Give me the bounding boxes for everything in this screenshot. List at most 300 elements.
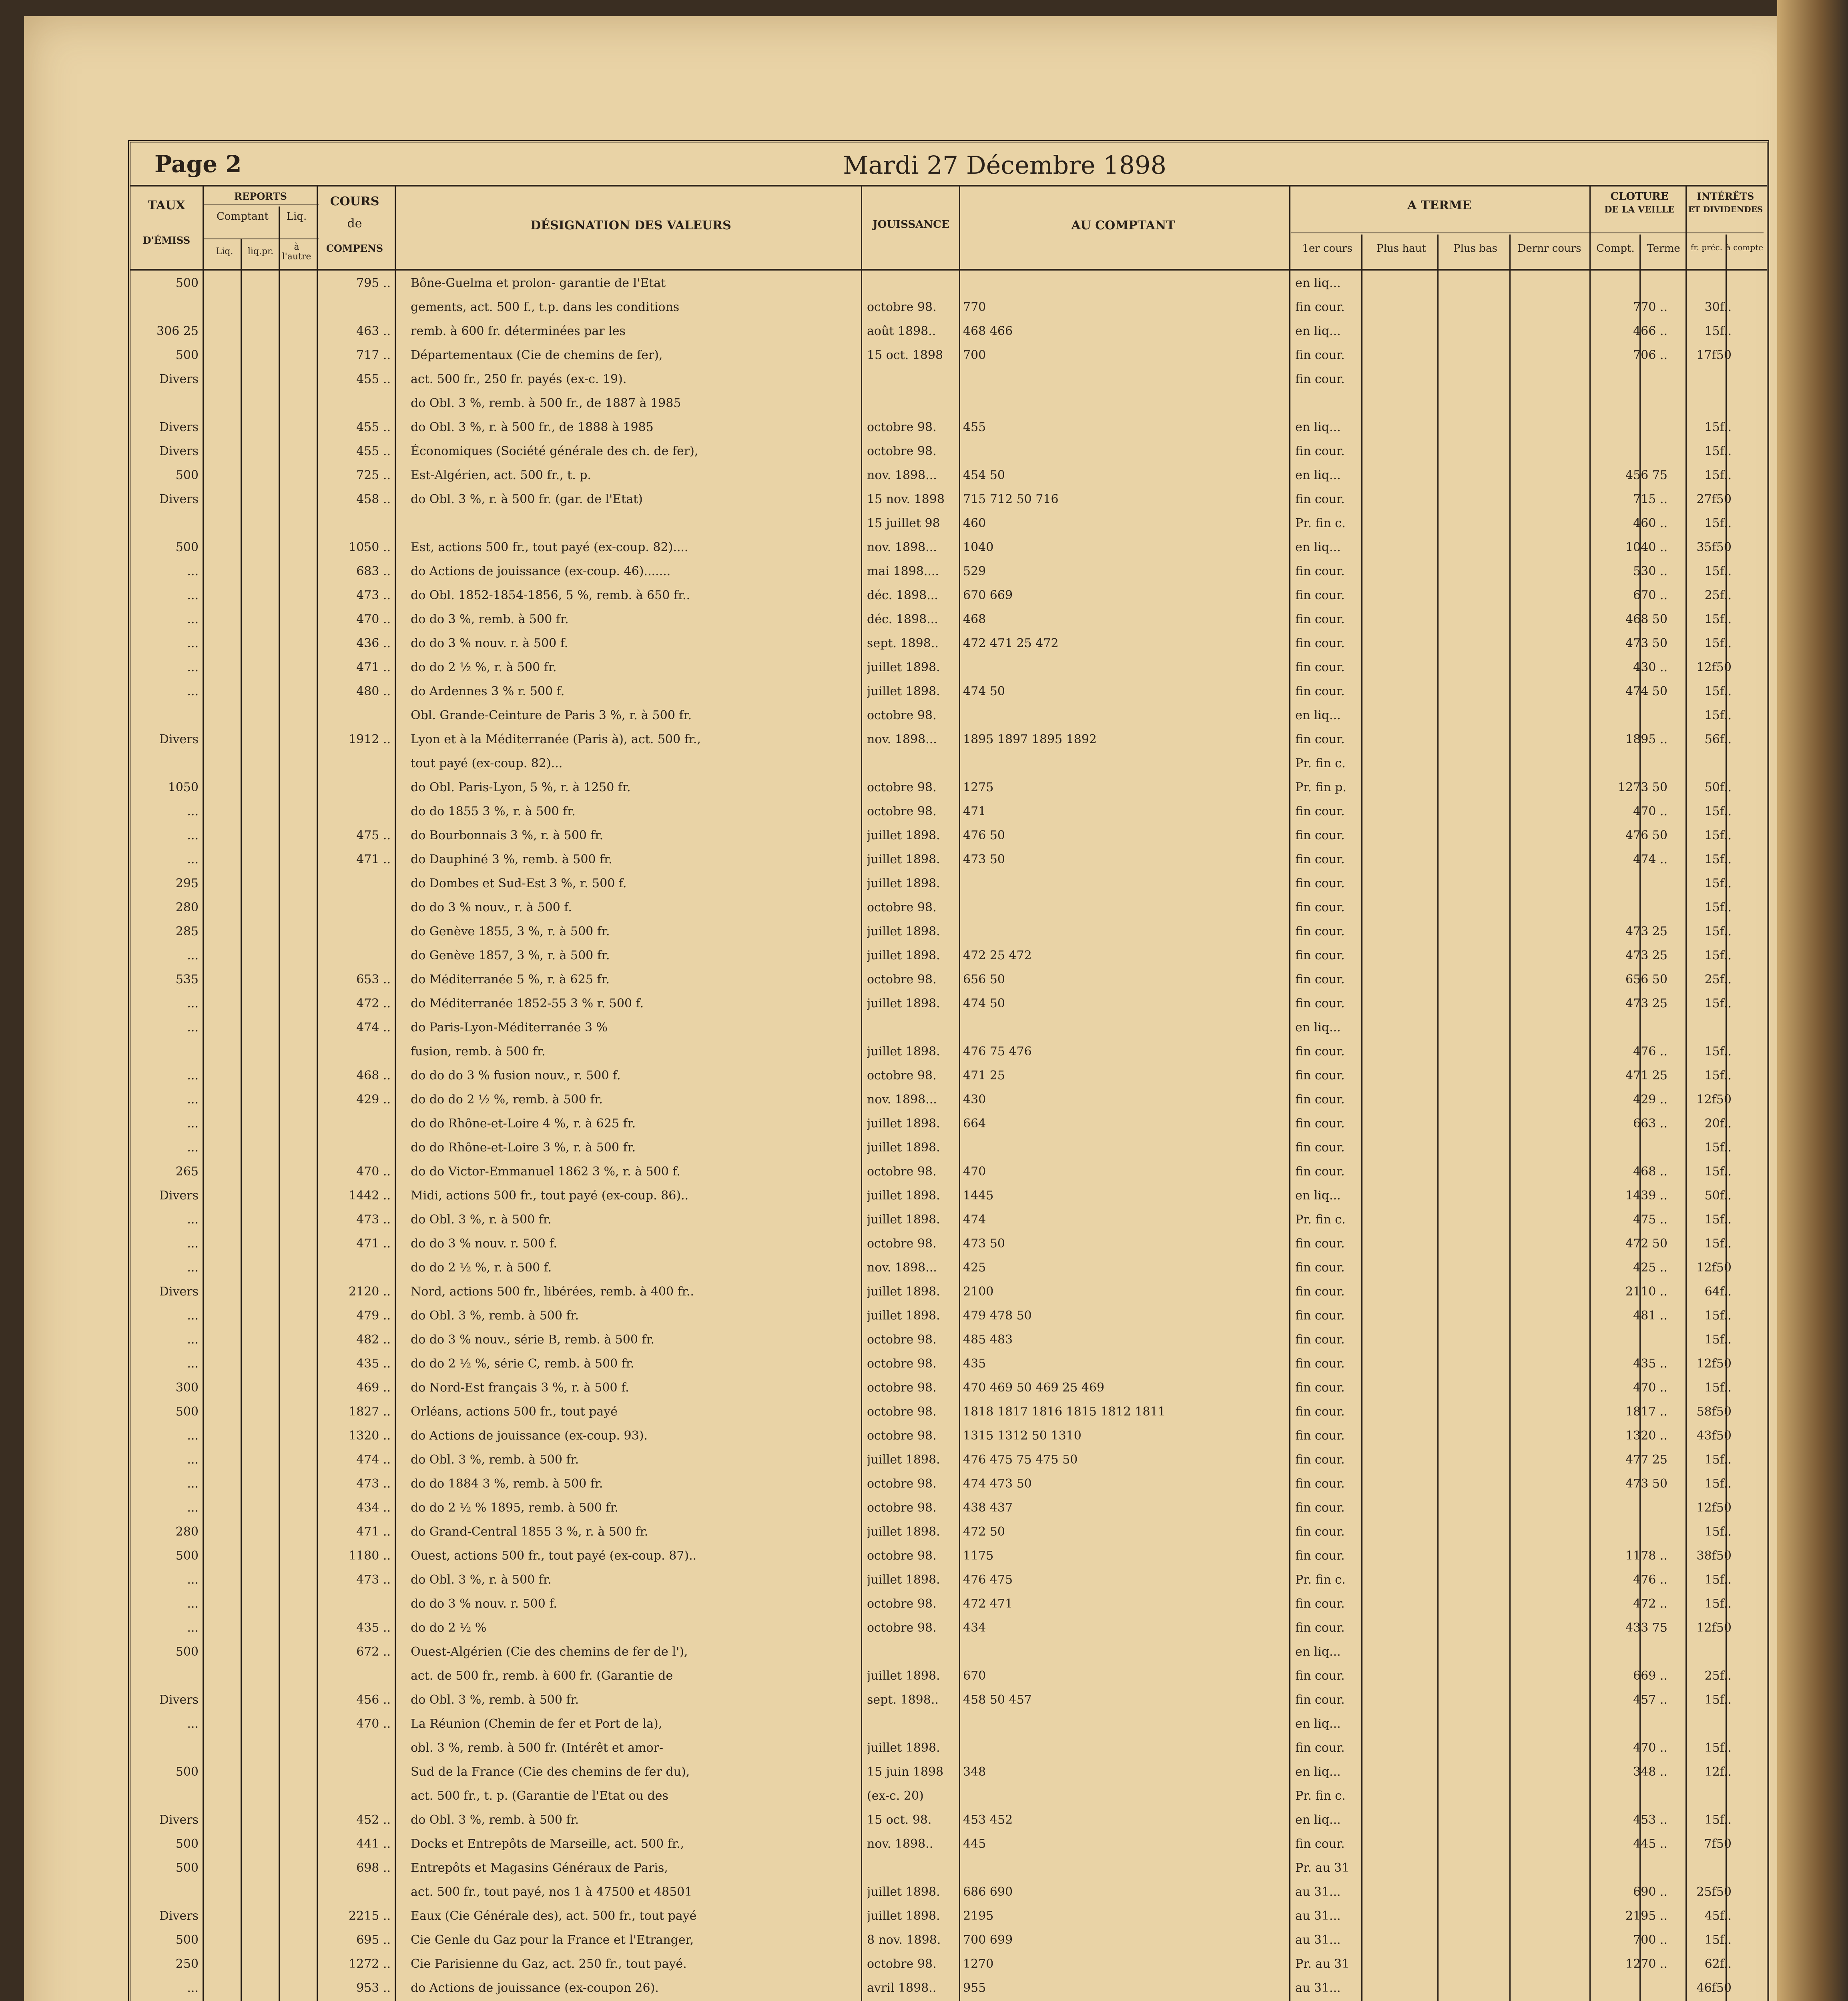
cell-int: 25f.. xyxy=(1704,1669,1732,1683)
cell-int: 15f.. xyxy=(1704,900,1732,914)
cell-int: 15f.. xyxy=(1704,420,1732,434)
cell-clot: 470 .. xyxy=(1633,1741,1667,1755)
cell-taux: Divers xyxy=(159,732,199,746)
cell-term: fin cour. xyxy=(1295,564,1345,578)
cell-clot: 2195 .. xyxy=(1625,1909,1667,1923)
table-row xyxy=(130,659,1767,676)
cell-taux: ... xyxy=(187,1069,199,1083)
cell-taux: 280 xyxy=(175,1525,199,1539)
cell-jouis: juillet 1898. xyxy=(867,1453,940,1467)
cell-clot: 476 .. xyxy=(1633,1573,1667,1587)
cell-comp: 1180 .. xyxy=(349,1549,391,1563)
table-row xyxy=(130,467,1767,484)
cell-clot: 1439 .. xyxy=(1625,1189,1667,1203)
cell-jouis: juillet 1898. xyxy=(867,948,940,962)
cell-jouis: octobre 98. xyxy=(867,1549,937,1563)
cell-jouis: juillet 1898. xyxy=(867,1045,940,1059)
cell-au: 434 xyxy=(963,1621,986,1635)
header-liq-pr: liq.pr. xyxy=(247,247,274,257)
cell-jouis: octobre 98. xyxy=(867,804,937,818)
cell-clot: 470 .. xyxy=(1633,804,1667,818)
cell-jouis: nov. 1898... xyxy=(867,732,937,746)
cell-jouis: octobre 98. xyxy=(867,1357,937,1371)
cell-clot: 456 75 xyxy=(1625,468,1667,482)
cell-taux: 265 xyxy=(175,1165,199,1179)
cell-taux: ... xyxy=(187,1333,199,1347)
cell-taux: Divers xyxy=(159,444,199,458)
cell-des: Ouest-Algérien (Cie des chemins de fer de l'), xyxy=(411,1645,688,1659)
cell-term: fin cour. xyxy=(1295,900,1345,914)
table-row xyxy=(130,731,1767,748)
table-row xyxy=(130,947,1767,964)
cell-jouis: octobre 98. xyxy=(867,1597,937,1611)
cell-taux: 300 xyxy=(175,1381,199,1395)
cell-au: 425 xyxy=(963,1261,986,1275)
cell-jouis: juillet 1898. xyxy=(867,996,940,1011)
cell-term: Pr. fin c. xyxy=(1295,756,1346,770)
table-row xyxy=(130,1427,1767,1445)
cell-taux: 500 xyxy=(175,1645,199,1659)
cell-des: do Grand-Central 1855 3 %, r. à 500 fr. xyxy=(411,1525,648,1539)
cell-comp: 725 .. xyxy=(356,468,391,482)
cell-au: 468 xyxy=(963,612,986,626)
header-au-comptant: AU COMPTANT xyxy=(1071,219,1175,233)
table-row xyxy=(130,419,1767,436)
cell-int: 15f.. xyxy=(1704,708,1732,722)
cell-au: 1445 xyxy=(963,1189,994,1203)
cell-term: Pr. fin c. xyxy=(1295,1573,1346,1587)
cell-comp: 475 .. xyxy=(356,828,391,842)
cell-comp: 434 .. xyxy=(356,1501,391,1515)
cell-comp: 653 .. xyxy=(356,972,391,986)
cell-taux: 285 xyxy=(175,924,199,938)
table-row xyxy=(130,875,1767,892)
cell-des: Sud de la France (Cie des chemins de fer du), xyxy=(411,1765,690,1779)
cell-des: do Obl. 3 %, remb. à 500 fr. xyxy=(411,1813,579,1827)
cell-au: 1040 xyxy=(963,540,994,554)
cell-int: 15f.. xyxy=(1704,684,1732,698)
cell-des: do Obl. 1852-1854-1856, 5 %, remb. à 650 fr.. xyxy=(411,588,690,602)
table-row xyxy=(130,299,1767,316)
cell-au: 664 xyxy=(963,1117,986,1131)
cell-au: 470 469 50 469 25 469 xyxy=(963,1381,1105,1395)
cell-int: 15f.. xyxy=(1704,1165,1732,1179)
cell-taux: 500 xyxy=(175,1765,199,1779)
cell-clot: 663 .. xyxy=(1633,1117,1667,1131)
cell-des: do Méditerranée 1852-55 3 % r. 500 f. xyxy=(411,996,644,1011)
cell-term: en liq... xyxy=(1295,468,1341,482)
cell-jouis: octobre 98. xyxy=(867,1405,937,1419)
cell-term: Pr. au 31 xyxy=(1295,1861,1350,1875)
cell-comp: 482 .. xyxy=(356,1333,391,1347)
cell-clot: 476 50 xyxy=(1625,828,1667,842)
table-row xyxy=(130,1307,1767,1325)
table-row xyxy=(130,1235,1767,1253)
cell-des: Nord, actions 500 fr., libérées, remb. à 400 fr.. xyxy=(411,1285,694,1299)
cell-taux: ... xyxy=(187,852,199,866)
cell-jouis: juillet 1898. xyxy=(867,876,940,890)
cell-clot: 1320 .. xyxy=(1625,1429,1667,1443)
cell-comp: 468 .. xyxy=(356,1069,391,1083)
cell-term: fin cour. xyxy=(1295,1549,1345,1563)
cell-au: 700 699 xyxy=(963,1933,1013,1947)
cell-au: 656 50 xyxy=(963,972,1005,986)
cell-taux: ... xyxy=(187,1429,199,1443)
cell-jouis: juillet 1898. xyxy=(867,1525,940,1539)
cell-au: 1270 xyxy=(963,1957,994,1971)
table-row xyxy=(130,1691,1767,1709)
cell-des: do Actions de jouissance (ex-coup. 93). xyxy=(411,1429,648,1443)
cell-int: 15f.. xyxy=(1704,1525,1732,1539)
cell-int: 12f50 xyxy=(1696,660,1732,674)
cell-au: 460 xyxy=(963,516,986,530)
cell-clot: 476 .. xyxy=(1633,1045,1667,1059)
cell-jouis: nov. 1898.. xyxy=(867,1837,933,1851)
cell-clot: 715 .. xyxy=(1633,492,1667,506)
cell-clot: 477 25 xyxy=(1625,1453,1667,1467)
cell-des: do do 1855 3 %, r. à 500 fr. xyxy=(411,804,576,818)
cell-comp: 2215 .. xyxy=(349,1909,391,1923)
cell-clot: 473 25 xyxy=(1625,996,1667,1011)
cell-jouis: octobre 98. xyxy=(867,1237,937,1251)
cell-clot: 472 .. xyxy=(1633,1597,1667,1611)
cell-term: fin cour. xyxy=(1295,948,1345,962)
header-compt: Compt. xyxy=(1596,243,1635,255)
cell-term: fin cour. xyxy=(1295,1261,1345,1275)
cell-taux: ... xyxy=(187,1981,199,1995)
cell-des: do Dombes et Sud-Est 3 %, r. 500 f. xyxy=(411,876,627,890)
table-row xyxy=(130,515,1767,532)
cell-comp: 458 .. xyxy=(356,492,391,506)
cell-jouis: juillet 1898. xyxy=(867,1189,940,1203)
cell-clot: 1895 .. xyxy=(1625,732,1667,746)
cell-comp: 1272 .. xyxy=(349,1957,391,1971)
cell-clot: 669 .. xyxy=(1633,1669,1667,1683)
table-row xyxy=(130,1595,1767,1613)
cell-taux: ... xyxy=(187,828,199,842)
header-jouissance: JOUISSANCE xyxy=(873,219,949,231)
cell-term: au 31... xyxy=(1295,1933,1341,1947)
cell-comp: 469 .. xyxy=(356,1381,391,1395)
header-premier-cours: 1er cours xyxy=(1302,243,1352,255)
cell-comp: 473 .. xyxy=(356,1573,391,1587)
table-row xyxy=(130,779,1767,796)
cell-des: do Obl. 3 %, r. à 500 fr. (gar. de l'Etat) xyxy=(411,492,643,506)
cell-comp: 455 .. xyxy=(356,372,391,386)
cell-taux: 500 xyxy=(175,276,199,290)
cell-term: fin cour. xyxy=(1295,1477,1345,1491)
table-row xyxy=(130,1955,1767,1973)
cell-jouis: octobre 98. xyxy=(867,708,937,722)
table-row xyxy=(130,611,1767,628)
cell-comp: 470 .. xyxy=(356,612,391,626)
cell-comp: 672 .. xyxy=(356,1645,391,1659)
cell-des: do Méditerranée 5 %, r. à 625 fr. xyxy=(411,972,610,986)
cell-term: au 31... xyxy=(1295,1981,1341,1995)
table-row xyxy=(130,539,1767,556)
cell-taux: ... xyxy=(187,1357,199,1371)
cell-des: Cie Genle du Gaz pour la France et l'Etranger, xyxy=(411,1933,694,1947)
cell-jouis: juillet 1898. xyxy=(867,1885,940,1899)
cell-des: do do 2 ½ % 1895, remb. à 500 fr. xyxy=(411,1501,619,1515)
cell-au: 1275 xyxy=(963,780,994,794)
cell-term: fin cour. xyxy=(1295,348,1345,362)
cell-des: Est, actions 500 fr., tout payé (ex-coup. 82).... xyxy=(411,540,688,554)
cell-des: do do 2 ½ %, série C, remb. à 500 fr. xyxy=(411,1357,634,1371)
cell-int: 15f.. xyxy=(1704,1453,1732,1467)
cell-au: 435 xyxy=(963,1357,986,1371)
cell-comp: 473 .. xyxy=(356,588,391,602)
table-row xyxy=(130,755,1767,772)
page-number: Page 2 xyxy=(155,150,242,178)
cell-int: 15f.. xyxy=(1704,1597,1732,1611)
document-frame xyxy=(128,140,1769,2001)
cell-au: 474 50 xyxy=(963,996,1005,1011)
cell-taux: ... xyxy=(187,564,199,578)
cell-comp: 479 .. xyxy=(356,1309,391,1323)
header-designation: DÉSIGNATION DES VALEURS xyxy=(530,219,731,233)
cell-des: do do 3 % nouv., r. à 500 f. xyxy=(411,900,572,914)
cell-int: 15f.. xyxy=(1704,876,1732,890)
cell-des: do do Victor-Emmanuel 1862 3 %, r. à 500 f. xyxy=(411,1165,680,1179)
cell-jouis: 15 oct. 1898 xyxy=(867,348,943,362)
cell-int: 17f50 xyxy=(1696,348,1732,362)
table-row xyxy=(130,1907,1767,1925)
cell-clot: 470 .. xyxy=(1633,1381,1667,1395)
cell-taux: ... xyxy=(187,1453,199,1467)
cell-jouis: octobre 98. xyxy=(867,300,937,314)
cell-des: do do 3 % nouv., série B, remb. à 500 fr. xyxy=(411,1333,655,1347)
header-plus-bas: Plus bas xyxy=(1453,243,1497,255)
cell-clot: 473 25 xyxy=(1625,948,1667,962)
table-row xyxy=(130,1043,1767,1061)
cell-clot: 348 .. xyxy=(1633,1765,1667,1779)
table-row xyxy=(130,1019,1767,1037)
table-row xyxy=(130,851,1767,868)
cell-taux: ... xyxy=(187,996,199,1011)
table-row xyxy=(130,635,1767,652)
cell-au: 485 483 xyxy=(963,1333,1013,1347)
cell-term: fin cour. xyxy=(1295,660,1345,674)
cell-term: au 31... xyxy=(1295,1909,1341,1923)
table-row xyxy=(130,371,1767,388)
cell-des: do Dauphiné 3 %, remb. à 500 fr. xyxy=(411,852,612,866)
cell-jouis: juillet 1898. xyxy=(867,852,940,866)
cell-au: 455 xyxy=(963,420,986,434)
cell-term: en liq... xyxy=(1295,276,1341,290)
cell-clot: 706 .. xyxy=(1633,348,1667,362)
cell-int: 12f50 xyxy=(1696,1501,1732,1515)
cell-term: Pr. fin c. xyxy=(1295,1789,1346,1803)
cell-taux: 250 xyxy=(175,1957,199,1971)
cell-taux: ... xyxy=(187,1573,199,1587)
cell-clot: 2110 .. xyxy=(1625,1285,1667,1299)
cell-comp: 474 .. xyxy=(356,1021,391,1035)
cell-int: 35f50 xyxy=(1696,540,1732,554)
cell-jouis: octobre 98. xyxy=(867,1381,937,1395)
cell-comp: 698 .. xyxy=(356,1861,391,1875)
table-row xyxy=(130,1355,1767,1373)
cell-jouis: octobre 98. xyxy=(867,1069,937,1083)
cell-au: 473 50 xyxy=(963,852,1005,866)
cell-clot: 481 .. xyxy=(1633,1309,1667,1323)
cell-jouis: octobre 98. xyxy=(867,1621,937,1635)
book-edge xyxy=(1777,0,1848,2001)
cell-des: do Obl. 3 %, remb. à 500 fr. xyxy=(411,1309,579,1323)
header-acompte: à compte xyxy=(1726,243,1764,252)
cell-term: fin cour. xyxy=(1295,588,1345,602)
table-row xyxy=(130,899,1767,916)
cell-int: 15f.. xyxy=(1704,852,1732,866)
table-row xyxy=(130,563,1767,580)
cell-int: 15f.. xyxy=(1704,444,1732,458)
cell-des: do do 3 % nouv. r. 500 f. xyxy=(411,1237,557,1251)
cell-au: 472 50 xyxy=(963,1525,1005,1539)
cell-int: 15f.. xyxy=(1704,1381,1732,1395)
cell-des: Ouest, actions 500 fr., tout payé (ex-coup. 87).. xyxy=(411,1549,697,1563)
table-row xyxy=(130,443,1767,460)
cell-taux: ... xyxy=(187,1501,199,1515)
cell-clot: 472 50 xyxy=(1625,1237,1667,1251)
cell-term: fin cour. xyxy=(1295,1309,1345,1323)
cell-int: 15f.. xyxy=(1704,924,1732,938)
cell-term: en liq... xyxy=(1295,1717,1341,1731)
cell-jouis: 8 nov. 1898. xyxy=(867,1933,941,1947)
cell-jouis: 15 oct. 98. xyxy=(867,1813,932,1827)
cell-jouis: octobre 98. xyxy=(867,420,937,434)
cell-des: do Obl. 3 %, r. à 500 fr., de 1888 à 1985 xyxy=(411,420,654,434)
cell-term: fin cour. xyxy=(1295,732,1345,746)
cell-au: 476 75 476 xyxy=(963,1045,1032,1059)
cell-au: 471 25 xyxy=(963,1069,1005,1083)
cell-des: do Genève 1857, 3 %, r. à 500 fr. xyxy=(411,948,610,962)
cell-clot: 445 .. xyxy=(1633,1837,1667,1851)
cell-term: en liq... xyxy=(1295,1813,1341,1827)
table-row xyxy=(130,1667,1767,1685)
cell-comp: 2120 .. xyxy=(349,1285,391,1299)
cell-int: 12f.. xyxy=(1704,1765,1732,1779)
header-cloture: CLOTURE xyxy=(1610,190,1669,203)
table-row xyxy=(130,1139,1767,1157)
cell-int: 27f50 xyxy=(1696,492,1732,506)
cell-int: 15f.. xyxy=(1704,1237,1732,1251)
cell-taux: Divers xyxy=(159,1285,199,1299)
cell-comp: 480 .. xyxy=(356,684,391,698)
cell-des: do do 2 ½ %, r. à 500 fr. xyxy=(411,660,557,674)
cell-term: Pr. fin c. xyxy=(1295,1213,1346,1227)
cell-taux: 1050 xyxy=(168,780,199,794)
page-header xyxy=(130,142,1767,186)
cell-term: fin cour. xyxy=(1295,1285,1345,1299)
cell-term: fin cour. xyxy=(1295,1333,1345,1347)
table-row xyxy=(130,1835,1767,1853)
cell-int: 15f.. xyxy=(1704,468,1732,482)
cell-taux: 500 xyxy=(175,540,199,554)
cell-int: 50f.. xyxy=(1704,1189,1732,1203)
cell-taux: 500 xyxy=(175,348,199,362)
table-row xyxy=(130,1067,1767,1085)
cell-jouis: nov. 1898... xyxy=(867,540,937,554)
table-row xyxy=(130,1259,1767,1277)
cell-comp: 1320 .. xyxy=(349,1429,391,1443)
cell-taux: 500 xyxy=(175,1405,199,1419)
cell-term: en liq... xyxy=(1295,1645,1341,1659)
table-row xyxy=(130,683,1767,700)
cell-term: fin cour. xyxy=(1295,852,1345,866)
cell-clot: 690 .. xyxy=(1633,1885,1667,1899)
table-row xyxy=(130,707,1767,724)
cell-des: do Actions de jouissance (ex-coupon 26). xyxy=(411,1981,659,1995)
cell-des: act. 500 fr., t. p. (Garantie de l'Etat ou des xyxy=(411,1789,668,1803)
cell-jouis: nov. 1898... xyxy=(867,1261,937,1275)
cell-des: do do 1884 3 %, remb. à 500 fr. xyxy=(411,1477,603,1491)
table-row xyxy=(130,1403,1767,1421)
cell-taux: 500 xyxy=(175,1837,199,1851)
cell-taux: ... xyxy=(187,1021,199,1035)
cell-clot: 473 50 xyxy=(1625,1477,1667,1491)
cell-jouis: juillet 1898. xyxy=(867,924,940,938)
cell-des: tout payé (ex-coup. 82)... xyxy=(411,756,563,770)
cell-au: 471 xyxy=(963,804,986,818)
cell-clot: 460 .. xyxy=(1633,516,1667,530)
cell-clot: 530 .. xyxy=(1633,564,1667,578)
cell-des: do do do 3 % fusion nouv., r. 500 f. xyxy=(411,1069,621,1083)
cell-au: 1175 xyxy=(963,1549,994,1563)
cell-term: fin cour. xyxy=(1295,1405,1345,1419)
cell-term: Pr. fin p. xyxy=(1295,780,1346,794)
cell-taux: ... xyxy=(187,684,199,698)
cell-int: 15f.. xyxy=(1704,1741,1732,1755)
cell-clot: 1273 50 xyxy=(1617,780,1667,794)
cell-taux: Divers xyxy=(159,1693,199,1707)
cell-jouis: 15 juillet 98 xyxy=(867,516,940,530)
cell-term: fin cour. xyxy=(1295,972,1345,986)
cell-jouis: sept. 1898.. xyxy=(867,1693,939,1707)
cell-comp: 429 .. xyxy=(356,1093,391,1107)
cell-clot: 770 .. xyxy=(1633,300,1667,314)
cell-clot: 473 50 xyxy=(1625,636,1667,650)
cell-taux: 500 xyxy=(175,1933,199,1947)
cell-clot: 1270 .. xyxy=(1625,1957,1667,1971)
cell-term: fin cour. xyxy=(1295,492,1345,506)
table-row xyxy=(130,395,1767,412)
cell-term: fin cour. xyxy=(1295,1525,1345,1539)
cell-au: 472 471 25 472 xyxy=(963,636,1059,650)
cell-comp: 452 .. xyxy=(356,1813,391,1827)
cell-clot: 453 .. xyxy=(1633,1813,1667,1827)
table-row xyxy=(130,1619,1767,1637)
header-de-la-veille: DE LA VEILLE xyxy=(1604,205,1675,215)
cell-term: fin cour. xyxy=(1295,1741,1345,1755)
cell-int: 58f50 xyxy=(1696,1405,1732,1419)
cell-au: 670 xyxy=(963,1669,986,1683)
cell-clot: 433 75 xyxy=(1625,1621,1667,1635)
cell-int: 15f.. xyxy=(1704,1813,1732,1827)
cell-au: 700 xyxy=(963,348,986,362)
cell-au: 479 478 50 xyxy=(963,1309,1032,1323)
header-fr-prec: fr. préc. xyxy=(1690,243,1723,252)
cell-jouis: (ex-c. 20) xyxy=(867,1789,924,1803)
table-row xyxy=(130,827,1767,844)
cell-jouis: octobre 98. xyxy=(867,900,937,914)
cell-term: en liq... xyxy=(1295,420,1341,434)
header-interets: INTÉRÊTS xyxy=(1697,190,1754,202)
cell-int: 15f.. xyxy=(1704,1213,1732,1227)
cell-au: 348 xyxy=(963,1765,986,1779)
cell-comp: 441 .. xyxy=(356,1837,391,1851)
cell-int: 15f.. xyxy=(1704,1045,1732,1059)
table-row xyxy=(130,1931,1767,1949)
